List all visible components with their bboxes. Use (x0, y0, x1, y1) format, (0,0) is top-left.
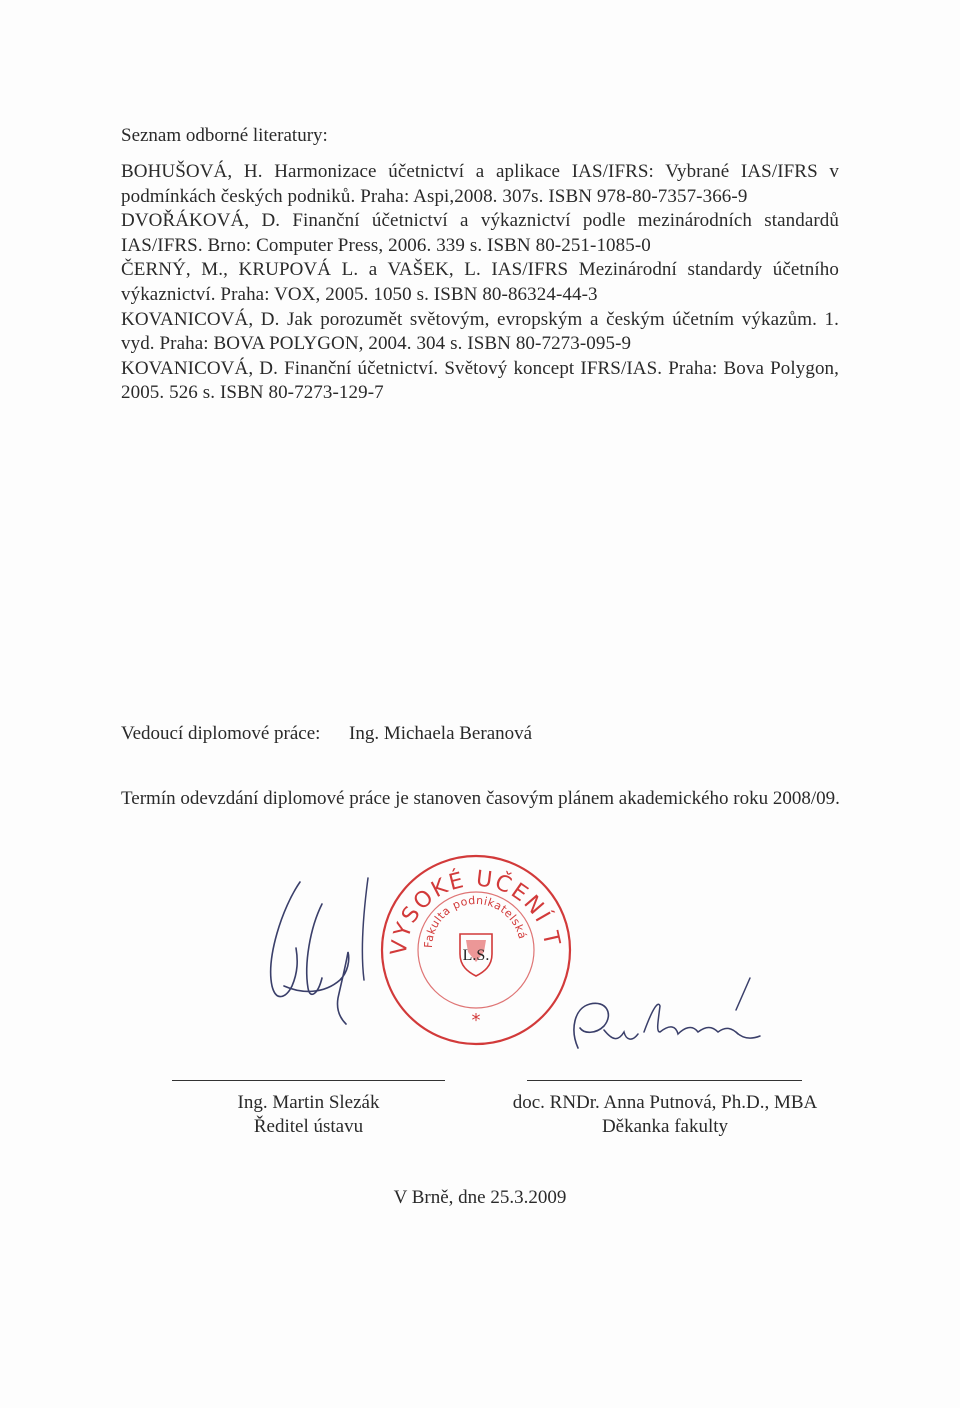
signatory-left (172, 1091, 445, 1139)
stamp-center-text: L.S. (462, 947, 490, 964)
handwritten-signature-left (252, 868, 382, 1028)
stamp-star: * (471, 1010, 481, 1031)
signatory-name: doc. RNDr. Anna Putnová, Ph.D., MBA (512, 1092, 818, 1113)
signatory-right (480, 1091, 850, 1139)
bibliography-entry: KOVANICOVÁ, D. Jak porozumět světovým, evropským a českým účetním výkazům. 1. vyd. Praha: BOVA POLYGON, 2004. 304 s. ISBN 80-7273-095-9 (121, 308, 839, 355)
supervisor-label: Vedoucí diplomové práce: (121, 723, 321, 744)
stamp-inner-text: Fakulta podnikatelská (421, 893, 530, 949)
place-and-date: V Brně, dne 25.3.2009 (393, 1187, 567, 1208)
signature-line-left (172, 1080, 445, 1081)
deadline-statement: Termín odevzdání diplomové práce je stanoven časovým plánem akademického roku 2008/09. (121, 788, 840, 809)
literature-heading: Seznam odborné literatury: (121, 125, 328, 146)
stamp-outer-text: VYSOKÉ UČENÍ T (386, 866, 565, 957)
signature-line-right (527, 1080, 802, 1081)
stamp-graphic (378, 852, 574, 1048)
university-stamp (378, 852, 574, 1048)
signatory-name: Ing. Martin Slezák (237, 1092, 380, 1113)
signatory-role: Ředitel ústavu (253, 1116, 364, 1137)
handwritten-signature-right (560, 970, 790, 1060)
bibliography-entry: DVOŘÁKOVÁ, D. Finanční účetnictví a výkaznictví podle mezinárodních standardů IAS/IFRS. Brno: Computer Press, 2006. 339 s. ISBN 80-251-1085-0 (121, 210, 839, 256)
bibliography-list (121, 160, 839, 406)
bibliography-entry: BOHUŠOVÁ, H. Harmonizace účetnictví a aplikace IAS/IFRS: Vybrané IAS/IFRS v podmínkách českých podniků. Praha: Aspi,2008. 307s. ISBN 978-80-7357-366-9 (121, 161, 839, 207)
bibliography-entry: KOVANICOVÁ, D. Finanční účetnictví. Světový koncept IFRS/IAS. Praha: Bova Polygon, 2005. 526 s. ISBN 80-7273-129-7 (121, 357, 839, 404)
signatory-role: Děkanka fakulty (601, 1116, 729, 1137)
supervisor-name: Ing. Michaela Beranová (349, 723, 533, 744)
supervisor-line (121, 722, 532, 746)
bibliography-entry: ČERNÝ, M., KRUPOVÁ L. a VAŠEK, L. IAS/IFRS Mezinárodní standardy účetního výkaznictví. Praha: VOX, 2005. 1050 s. ISBN 80-86324-44-3 (121, 259, 839, 305)
